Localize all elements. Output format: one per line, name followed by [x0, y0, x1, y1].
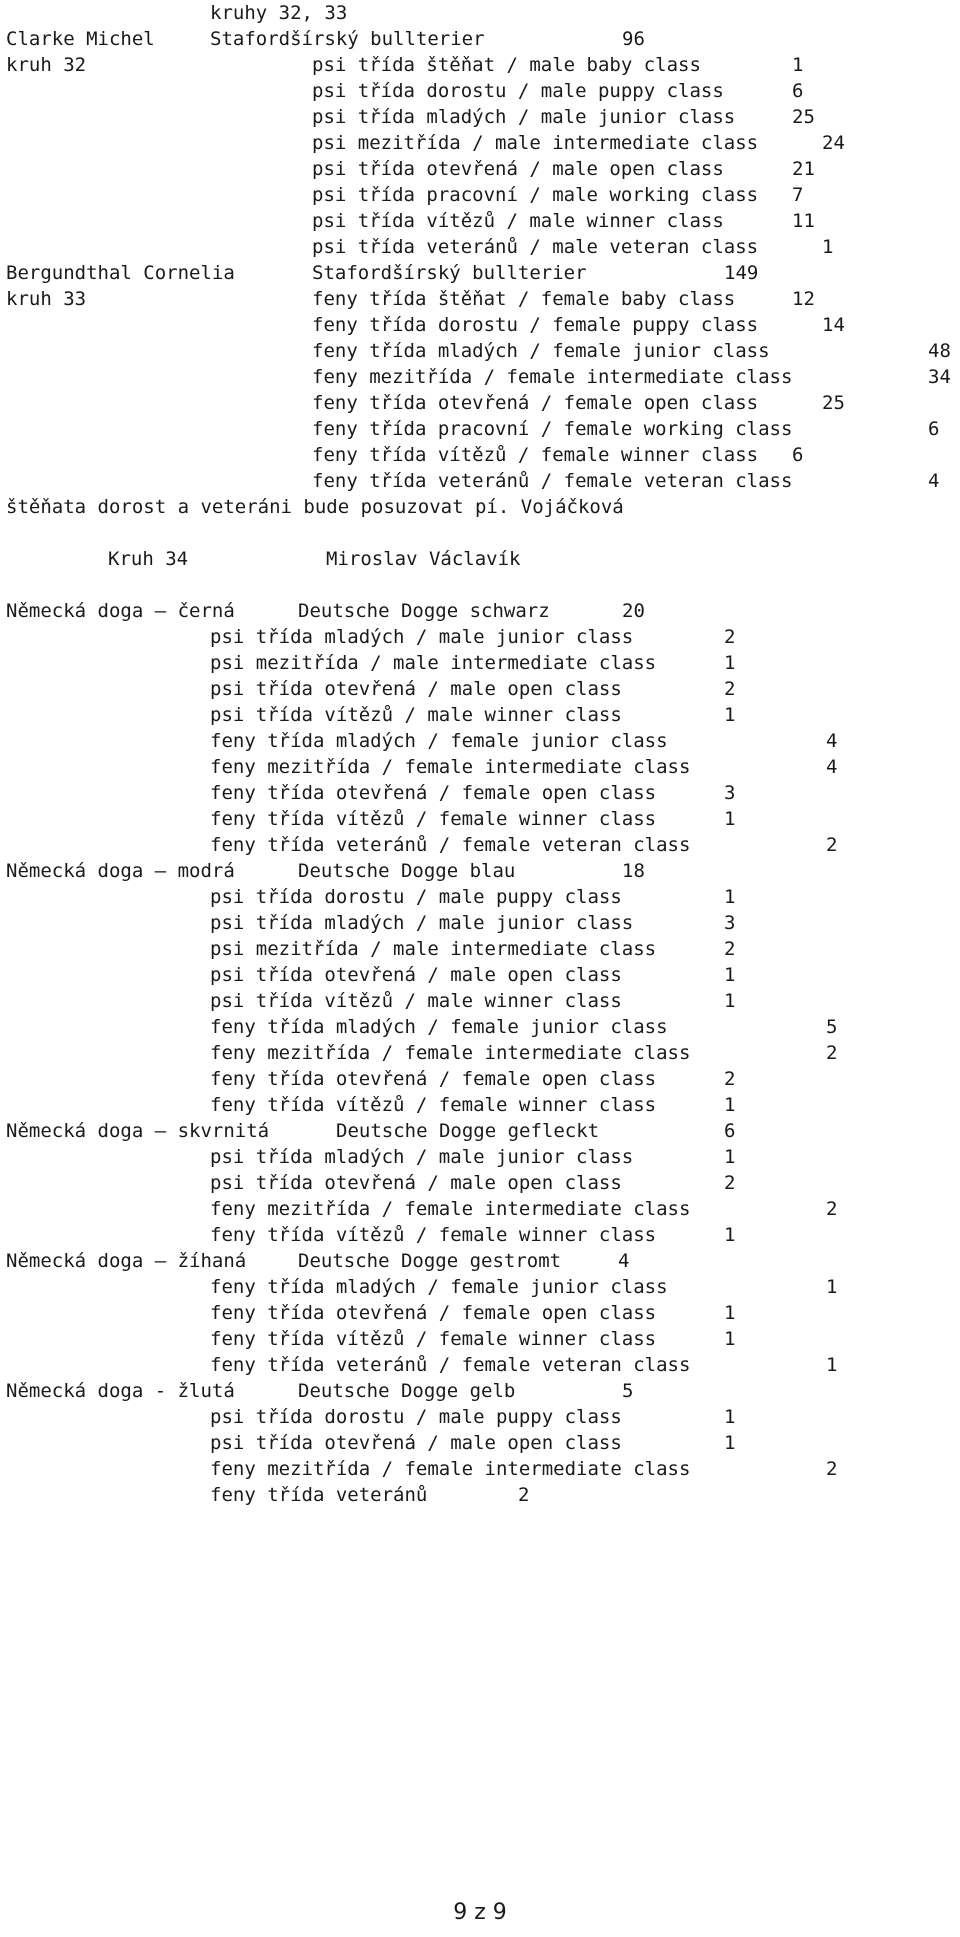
class-name: psi třída otevřená / male open class	[312, 158, 724, 180]
class-count: 1	[826, 1354, 838, 1376]
breed-name: Stafordšírský bullterier	[210, 28, 485, 50]
class-count: 48	[928, 340, 951, 362]
class-line	[6, 1456, 838, 1482]
breed-line	[6, 1118, 736, 1144]
class-name: feny třída veteránů / female veteran class	[312, 470, 793, 492]
class-line	[6, 1326, 736, 1352]
breed-count: 20	[622, 600, 645, 622]
class-name: psi třída dorostu / male puppy class	[210, 886, 622, 908]
class-count: 6	[928, 418, 940, 440]
class-line	[6, 1066, 736, 1092]
class-line	[6, 156, 815, 182]
class-count: 1	[724, 1432, 736, 1454]
class-name: psi třída otevřená / male open class	[210, 1172, 622, 1194]
breed-count: 18	[622, 860, 645, 882]
class-count: 7	[792, 184, 804, 206]
class-count: 2	[518, 1484, 530, 1506]
class-name: psi třída dorostu / male puppy class	[210, 1406, 622, 1428]
class-count: 2	[724, 938, 736, 960]
class-line	[6, 962, 736, 988]
breed-name: Německá doga – modrá	[6, 860, 235, 882]
class-name: psi mezitřída / male intermediate class	[210, 938, 657, 960]
class-line	[6, 312, 845, 338]
class-name: psi třída mladých / male junior class	[210, 1146, 634, 1168]
class-name: feny mezitřída / female intermediate class	[312, 366, 793, 388]
class-name: psi třída mladých / male junior class	[210, 626, 634, 648]
class-name: feny třída vítězů / female winner class	[312, 444, 759, 466]
class-count: 1	[724, 652, 736, 674]
judge-name: Bergundthal Cornelia	[6, 262, 235, 284]
class-name: feny mezitřída / female intermediate class	[210, 1042, 691, 1064]
class-count: 2	[826, 834, 838, 856]
class-name: feny třída štěňat / female baby class	[312, 288, 736, 310]
class-name: feny třída mladých / female junior class	[312, 340, 770, 362]
class-count: 3	[724, 912, 736, 934]
class-name: psi mezitřída / male intermediate class	[312, 132, 759, 154]
breed-count: 6	[724, 1120, 736, 1142]
class-line	[6, 1430, 736, 1456]
breed-count: 4	[618, 1250, 630, 1272]
class-count: 12	[792, 288, 815, 310]
class-count: 2	[724, 626, 736, 648]
class-count: 6	[792, 444, 804, 466]
breed-count: 96	[622, 28, 645, 50]
breed-german: Deutsche Dogge gelb	[298, 1380, 516, 1402]
judge-note-line	[6, 494, 624, 520]
class-name: feny třída vítězů / female winner class	[210, 1224, 657, 1246]
class-name: feny třída veteránů / female veteran class	[210, 834, 691, 856]
class-line	[6, 390, 845, 416]
breed-count: 149	[724, 262, 759, 284]
class-line	[6, 676, 736, 702]
class-count: 2	[724, 678, 736, 700]
class-line	[6, 1300, 736, 1326]
class-count: 2	[826, 1042, 838, 1064]
class-count: 5	[826, 1016, 838, 1038]
class-line	[6, 780, 736, 806]
class-name: feny třída otevřená / female open class	[210, 1068, 657, 1090]
class-name: psi třída dorostu / male puppy class	[312, 80, 724, 102]
ring-label: kruh 32	[6, 54, 87, 76]
class-name: psi třída pracovní / male working class	[312, 184, 759, 206]
judge-note: štěňata dorost a veteráni bude posuzovat pí. Vojáčková	[6, 496, 624, 518]
class-line	[6, 78, 804, 104]
class-name: feny třída vítězů / female winner class	[210, 1328, 657, 1350]
ring-34-judge: Miroslav Václavík	[326, 548, 521, 570]
class-name: feny třída veteránů / female veteran class	[210, 1354, 691, 1376]
class-count: 2	[724, 1068, 736, 1090]
class-name: feny třída vítězů / female winner class	[210, 808, 657, 830]
class-name: feny třída mladých / female junior class	[210, 1016, 668, 1038]
class-line	[6, 936, 736, 962]
class-line	[6, 364, 951, 390]
class-line	[6, 208, 815, 234]
class-name: psi třída štěňat / male baby class	[312, 54, 701, 76]
class-count: 1	[724, 808, 736, 830]
class-count: 1	[822, 236, 834, 258]
class-count: 4	[826, 756, 838, 778]
class-line	[6, 1222, 736, 1248]
judge-line	[6, 26, 645, 52]
class-line	[6, 1196, 838, 1222]
class-name: psi třída mladých / male junior class	[312, 106, 736, 128]
document-page	[6, 0, 951, 1898]
class-count: 25	[822, 392, 845, 414]
class-line	[6, 988, 736, 1014]
class-line	[6, 728, 838, 754]
class-line	[6, 1092, 736, 1118]
rings-header: kruhy 32, 33	[210, 2, 348, 24]
class-count: 34	[928, 366, 951, 388]
class-name: psi třída otevřená / male open class	[210, 964, 622, 986]
class-count: 1	[792, 54, 804, 76]
class-count: 1	[724, 990, 736, 1012]
class-count: 11	[792, 210, 815, 232]
class-line	[6, 1352, 838, 1378]
class-line	[6, 806, 736, 832]
breed-name: Německá doga – černá	[6, 600, 235, 622]
class-count: 1	[826, 1276, 838, 1298]
breed-name: Německá doga - žlutá	[6, 1380, 235, 1402]
class-name: psi třída vítězů / male winner class	[210, 704, 622, 726]
class-line	[6, 754, 838, 780]
breed-line	[6, 1378, 634, 1404]
class-line	[6, 702, 736, 728]
breed-name: Stafordšírský bullterier	[312, 262, 587, 284]
class-count: 2	[826, 1198, 838, 1220]
breed-line	[6, 858, 645, 884]
class-name: psi třída vítězů / male winner class	[312, 210, 724, 232]
class-count: 1	[724, 886, 736, 908]
class-name: psi třída mladých / male junior class	[210, 912, 634, 934]
class-line	[6, 1014, 838, 1040]
class-count: 1	[724, 704, 736, 726]
breed-german: Deutsche Dogge blau	[298, 860, 516, 882]
class-line	[6, 1482, 530, 1508]
judge-name: Clarke Michel	[6, 28, 155, 50]
breed-line	[6, 1248, 630, 1274]
class-count: 4	[826, 730, 838, 752]
class-name: feny třída dorostu / female puppy class	[312, 314, 759, 336]
class-line	[6, 1144, 736, 1170]
class-count: 4	[928, 470, 940, 492]
breed-count: 5	[622, 1380, 634, 1402]
class-name: feny třída pracovní / female working class	[312, 418, 793, 440]
class-count: 1	[724, 1328, 736, 1350]
class-line	[6, 910, 736, 936]
class-count: 3	[724, 782, 736, 804]
class-line	[6, 182, 804, 208]
class-count: 2	[826, 1458, 838, 1480]
class-count: 1	[724, 1094, 736, 1116]
class-line	[6, 1040, 838, 1066]
class-line	[6, 416, 940, 442]
class-count: 1	[724, 1224, 736, 1246]
class-name: psi třída vítězů / male winner class	[210, 990, 622, 1012]
class-line	[6, 234, 834, 260]
class-name: psi třída veteránů / male veteran class	[312, 236, 759, 258]
judge-line	[6, 260, 759, 286]
class-name: feny třída otevřená / female open class	[210, 1302, 657, 1324]
class-line	[6, 624, 736, 650]
class-name: feny třída mladých / female junior class	[210, 730, 668, 752]
class-count: 14	[822, 314, 845, 336]
class-count: 1	[724, 1406, 736, 1428]
class-name: feny třída otevřená / female open class	[312, 392, 759, 414]
class-name: feny třída veteránů	[210, 1484, 428, 1506]
class-line	[6, 338, 951, 364]
class-line	[6, 1170, 736, 1196]
class-line	[6, 286, 815, 312]
breed-german: Deutsche Dogge gefleckt	[336, 1120, 600, 1142]
class-count: 21	[792, 158, 815, 180]
class-line	[6, 832, 838, 858]
class-count: 2	[724, 1172, 736, 1194]
ring-label: kruh 33	[6, 288, 87, 310]
ring-header-line	[6, 546, 521, 572]
class-line	[6, 52, 804, 78]
breed-german: Deutsche Dogge gestromt	[298, 1250, 562, 1272]
class-count: 6	[792, 80, 804, 102]
breed-german: Deutsche Dogge schwarz	[298, 600, 550, 622]
class-line	[6, 1404, 736, 1430]
class-line	[6, 1274, 838, 1300]
class-line	[6, 130, 845, 156]
class-name: feny třída otevřená / female open class	[210, 782, 657, 804]
class-name: feny mezitřída / female intermediate class	[210, 1198, 691, 1220]
class-line	[6, 650, 736, 676]
class-name: psi třída otevřená / male open class	[210, 678, 622, 700]
class-name: psi mezitřída / male intermediate class	[210, 652, 657, 674]
class-count: 1	[724, 964, 736, 986]
class-line	[6, 468, 940, 494]
class-name: feny třída mladých / female junior class	[210, 1276, 668, 1298]
class-count: 25	[792, 106, 815, 128]
class-name: feny mezitřída / female intermediate class	[210, 1458, 691, 1480]
breed-name: Německá doga – žíhaná	[6, 1250, 247, 1272]
class-name: feny třída vítězů / female winner class	[210, 1094, 657, 1116]
breed-line	[6, 598, 645, 624]
class-line	[6, 104, 815, 130]
class-line	[6, 442, 804, 468]
breed-name: Německá doga – skvrnitá	[6, 1120, 270, 1142]
class-count: 1	[724, 1146, 736, 1168]
rings-header-line	[6, 0, 348, 26]
class-count: 24	[822, 132, 845, 154]
ring-34-label: Kruh 34	[108, 548, 189, 570]
class-count: 1	[724, 1302, 736, 1324]
page-number: 9 z 9	[453, 1900, 507, 1925]
class-line	[6, 884, 736, 910]
class-name: psi třída otevřená / male open class	[210, 1432, 622, 1454]
class-name: feny mezitřída / female intermediate class	[210, 756, 691, 778]
